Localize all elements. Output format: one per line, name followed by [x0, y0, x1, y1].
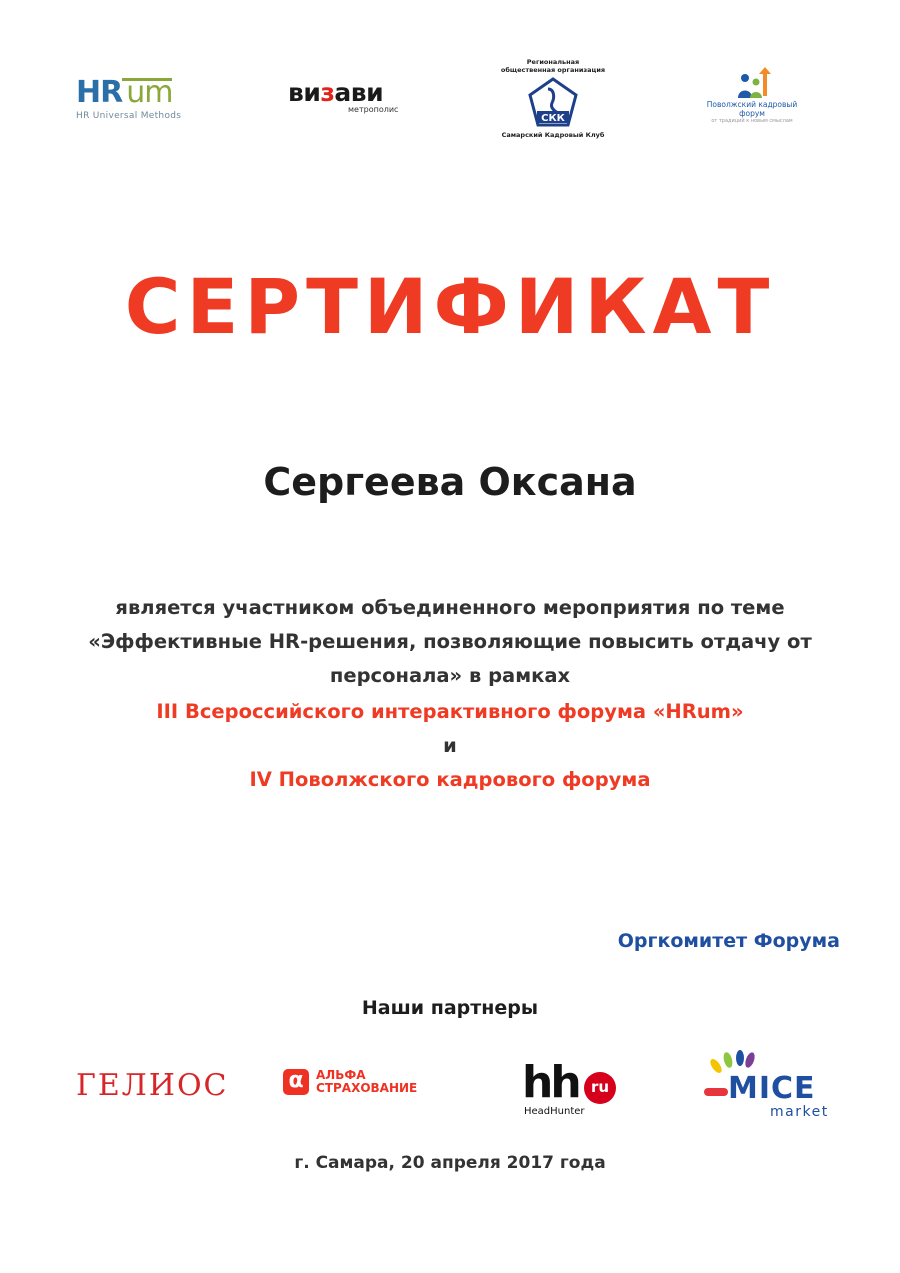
vizavi-logo-subtitle: метрополис [348, 105, 399, 114]
pkf-people-icon [732, 66, 772, 100]
mice-logo-word: MICE [728, 1071, 816, 1106]
skk-logo-top-line1: Региональная [526, 58, 580, 66]
organizing-committee: Оргкомитет Форума [617, 930, 840, 952]
certificate-title: СЕРТИФИКАТ [124, 262, 776, 351]
body-line-1: является участником объединенного мероприятия по теме [115, 596, 785, 619]
mice-dash-icon [704, 1088, 728, 1096]
vizavi-logo-part1: ви [288, 78, 321, 107]
headhunter-logo-sub: HeadHunter [524, 1106, 585, 1117]
hrum-logo-subtitle: HR Universal Methods [76, 111, 182, 121]
vizavi-logo [288, 80, 418, 120]
alfa-logo-line2: СТРАХОВАНИЕ [316, 1081, 418, 1095]
place-date: г. Самара, 20 апреля 2017 года [294, 1153, 606, 1173]
body-line-2: «Эффективные HR-решения, позволяющие повысить отдачу от [88, 630, 812, 653]
skk-logo-bottom: Самарский Кадровый Клуб [501, 131, 605, 139]
body-line-3: персонала» в рамках [329, 664, 571, 687]
headhunter-logo-main: hh [522, 1057, 579, 1108]
partners-heading: Наши партнеры [361, 997, 539, 1019]
mice-market-logo [698, 1048, 838, 1120]
skk-emblem-icon [528, 77, 578, 129]
alfa-logo [283, 1068, 433, 1104]
mice-logo-sub: market [770, 1104, 829, 1120]
vizavi-logo-part2: ави [334, 78, 384, 107]
alfa-logo-icon: α [283, 1069, 309, 1095]
vizavi-logo-z: з [320, 78, 335, 107]
pkf-logo-subtitle: от традиций к новым смыслам [711, 118, 793, 124]
pkf-logo [694, 66, 810, 122]
hrum-logo-hr: HR [76, 75, 123, 110]
pkf-logo-title: Поволжский кадровый форум [706, 100, 798, 118]
skk-emblem-text: СКК [541, 113, 565, 124]
hrum-logo [76, 75, 191, 124]
alfa-logo-line1: АЛЬФА [316, 1068, 366, 1082]
headhunter-logo-ru: ru [584, 1072, 616, 1104]
recipient-name: Сергеева Оксана [263, 460, 637, 504]
body-conjunction: и [443, 734, 457, 757]
helios-logo: ГЕЛИОС [76, 1068, 229, 1103]
forum-line-pkf: IV Поволжского кадрового форума [249, 768, 651, 791]
skk-logo-top-line2: общественная организация [500, 66, 606, 74]
hrum-logo-um: um [126, 75, 173, 110]
skk-logo [500, 58, 606, 144]
forum-line-hrum: III Всероссийского интерактивного форума «HRum» [156, 700, 744, 723]
headhunter-logo [522, 1057, 632, 1120]
